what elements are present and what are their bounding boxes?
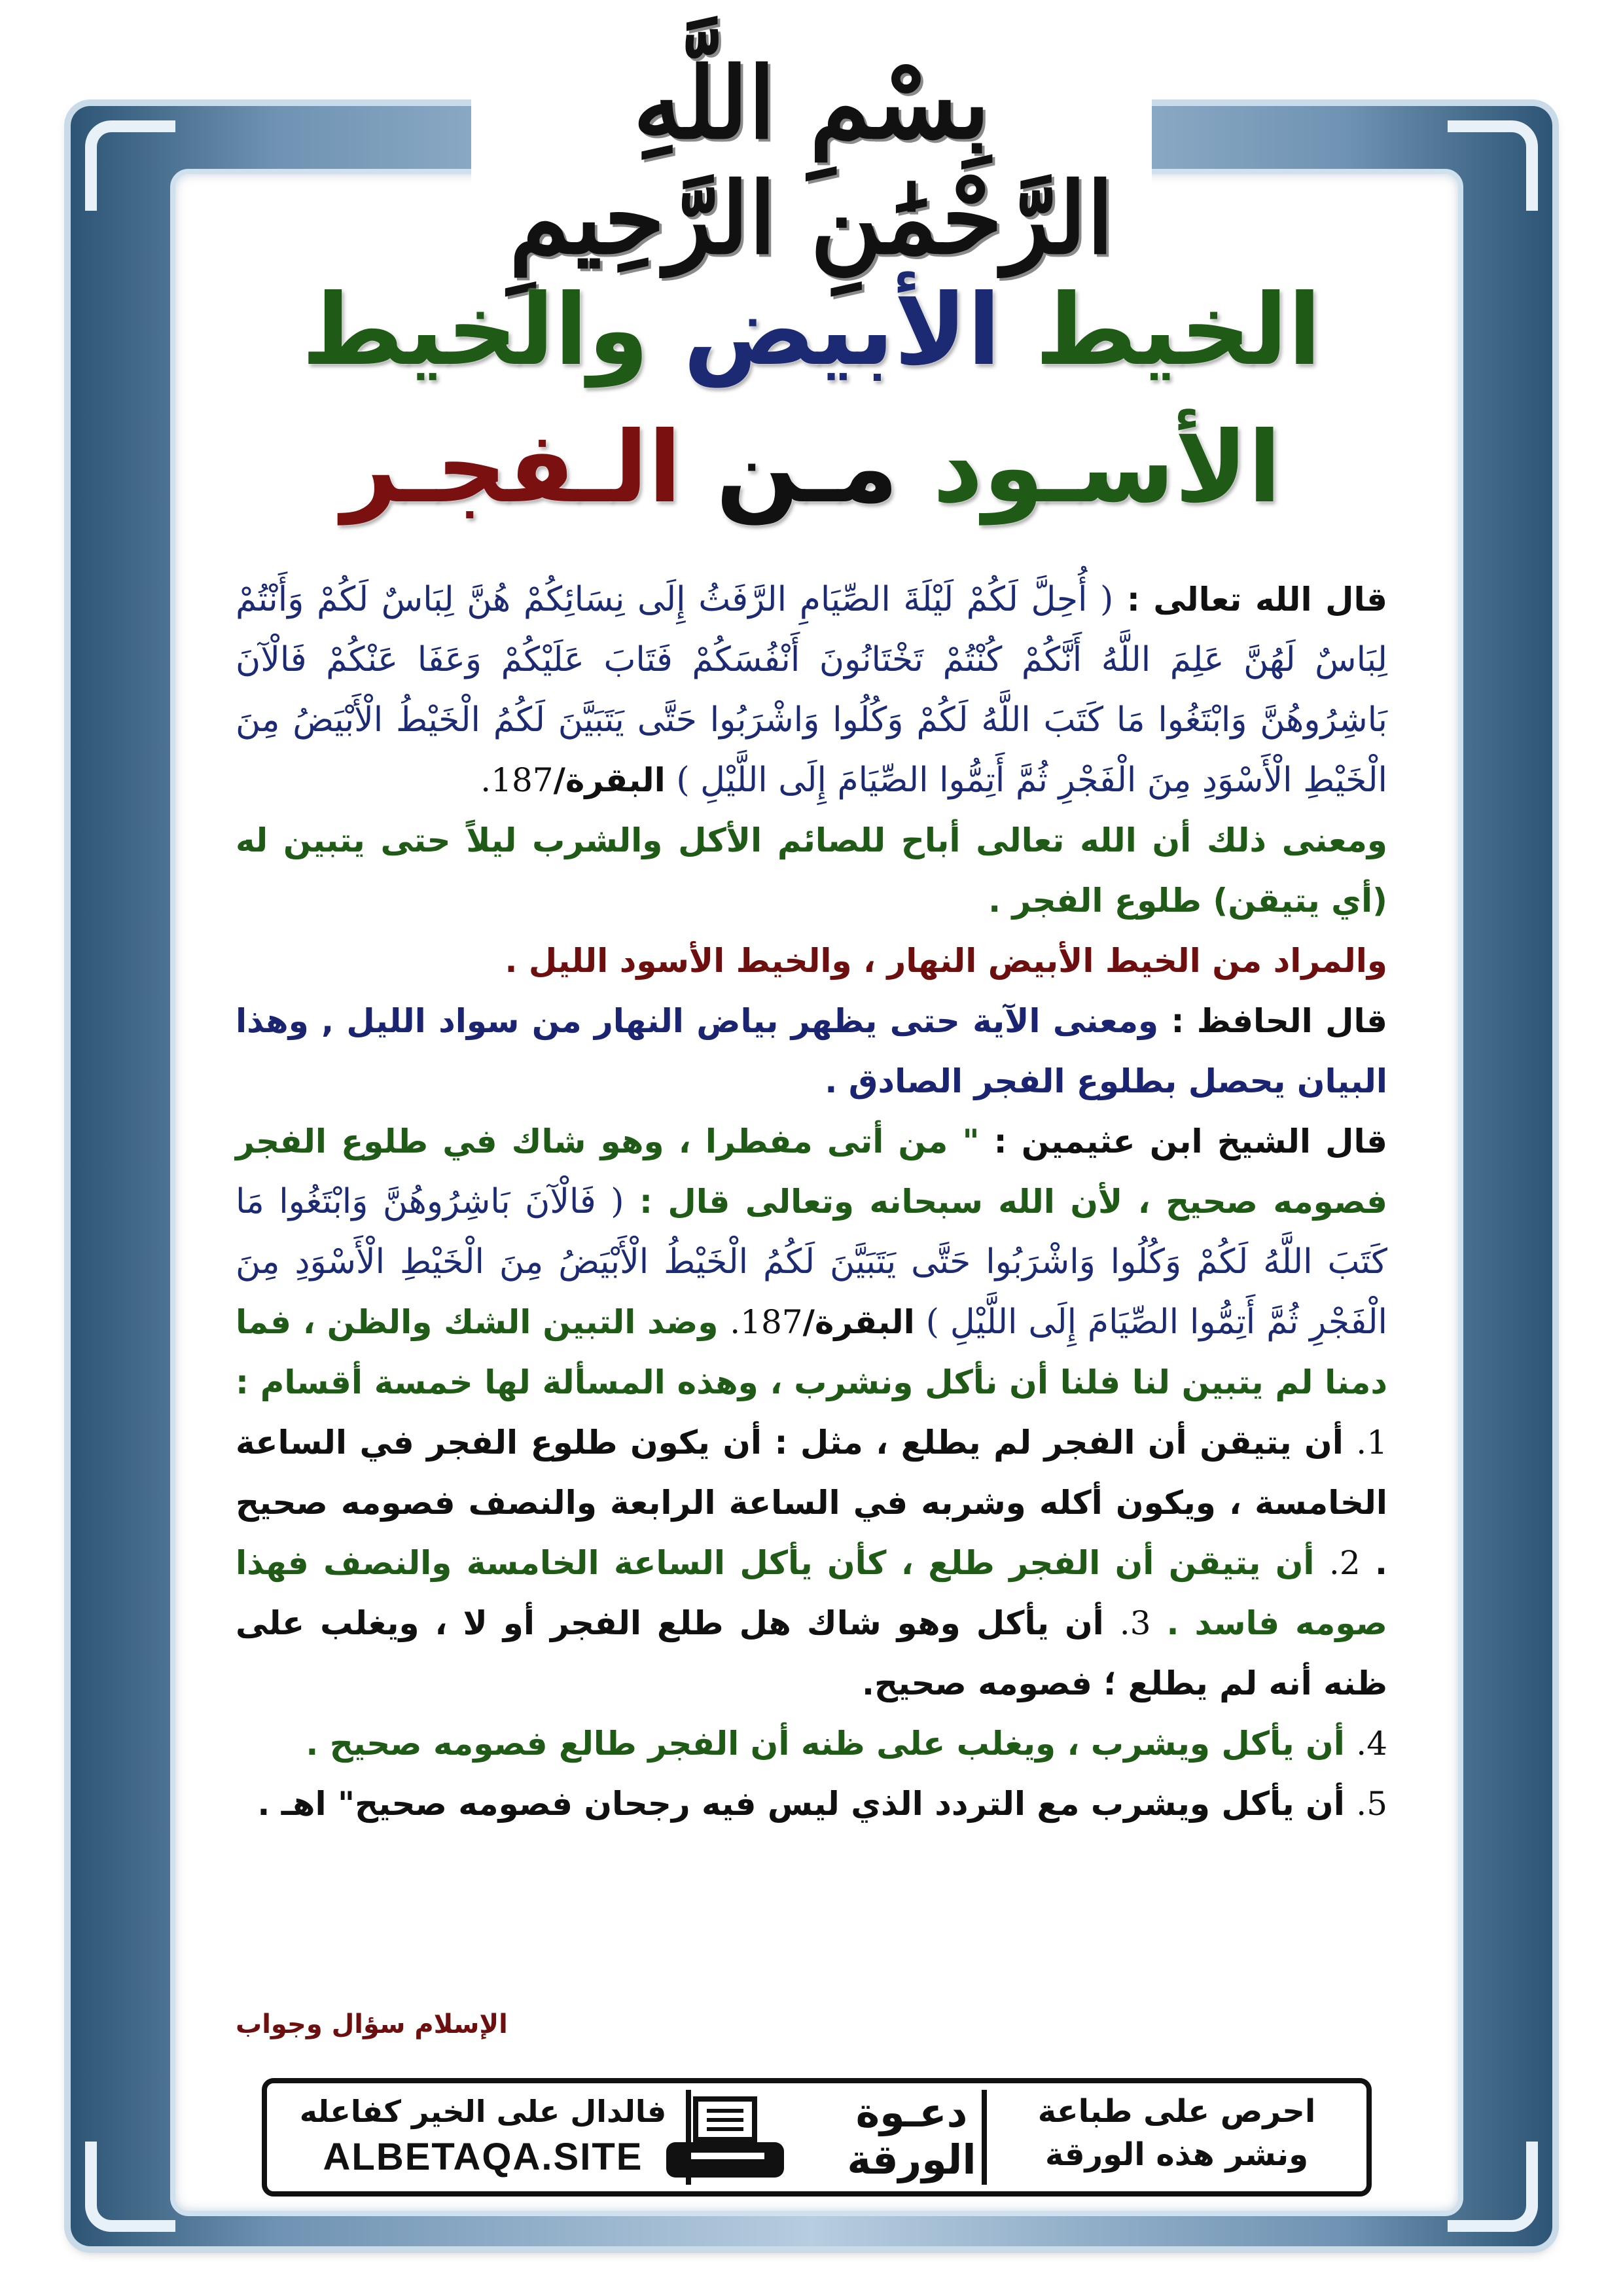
case-text: أن يأكل وهو شاك هل طلع الفجر أو لا ، ويغلب على ظنه أنه لم يطلع ؛ فصومه صحيح. xyxy=(236,1604,1387,1702)
title-word: والخيط xyxy=(301,274,649,387)
quote-text: " من أتى مفطرا ، وهو شاك في طلوع الفجر فصومه صحيح ، لأن الله سبحانه وتعالى قال : xyxy=(236,1122,1387,1221)
article-body xyxy=(236,569,1387,1834)
case-number: 2. xyxy=(1329,1544,1361,1582)
verse-number: 187. xyxy=(480,761,554,799)
title-line-1 xyxy=(196,274,1427,387)
basmala-calligraphy: بِسْمِ اللَّهِ الرَّحْمَٰنِ الرَّحِيمِ xyxy=(509,46,1114,276)
quran-verse: ( فَالْآنَ بَاشِرُوهُنَّ وَابْتَغُوا مَا كَتَبَ اللَّهُ لَكُمْ وَكُلُوا وَاشْرَبُوا حَتَّى يَتَبَيَّنَ لَكُمُ الْخَيْطُ الْأَبْيَضُ مِنَ الْخَيْطِ الْأَسْوَدِ مِنَ الْفَجْرِ ثُمَّ أَتِمُّوا الصِّيَامَ إِلَى اللَّيْلِ ) xyxy=(236,1182,1388,1342)
paragraph-meaning: ومعنى ذلك أن الله تعالى أباح للصائم الأكل والشرب ليلاً حتى يتبين له (أي يتيقن) طلوع الفجر . xyxy=(236,821,1387,920)
case-text: أن يتيقن أن الفجر لم يطلع ، مثل : أن يكون طلوع الفجر في الساعة الخامسة ، ويكون أكله وشربه في الساعة الرابعة والنصف فصومه صحيح . xyxy=(236,1424,1387,1582)
case-text: أن يأكل ويشرب ، ويغلب على ظنه أن الفجر طالع فصومه صحيح . xyxy=(306,1725,1357,1763)
case-4 xyxy=(236,1713,1387,1774)
title-word: الأسـود xyxy=(898,411,1282,525)
footer-divider xyxy=(686,2090,691,2185)
footer-text: فالدال على الخير كفاعله xyxy=(299,2094,667,2129)
verse-number: 187. xyxy=(730,1303,803,1341)
quote-label: قال الله تعالى : xyxy=(1113,581,1387,619)
logo-text: الورقة xyxy=(847,2136,976,2183)
title-word: الأبيض xyxy=(649,274,1001,387)
frame-corner xyxy=(85,120,175,211)
footer-site-note xyxy=(287,2089,679,2180)
dawat-alwaraqa-logo xyxy=(836,2089,987,2187)
paragraph-verse xyxy=(236,569,1387,810)
quote-label: قال الشيخ ابن عثيمين : xyxy=(979,1122,1387,1160)
quote-label: قال الحافظ : xyxy=(1158,1002,1387,1040)
case-number: 3. xyxy=(1119,1604,1151,1642)
title-word: الـفجـر xyxy=(341,411,682,525)
logo-text: دعـوة xyxy=(855,2089,968,2136)
frame-corner xyxy=(85,2142,175,2232)
website-link[interactable]: ALBETAQA.SITE xyxy=(323,2136,643,2178)
case-text: أن يأكل ويشرب مع التردد الذي ليس فيه رجحان فصومه صحيح" اهـ . xyxy=(257,1785,1357,1823)
footer-text: احرص على طباعة xyxy=(1037,2093,1316,2130)
quran-verse: ( أُحِلَّ لَكُمْ لَيْلَةَ الصِّيَامِ الرَّفَثُ إِلَى نِسَائِكُمْ هُنَّ لِبَاسٌ لَكُمْ وَأَنْتُمْ لِبَاسٌ لَهُنَّ عَلِمَ اللَّهُ أَنَّكُمْ كُنْتُمْ تَخْتَانُونَ أَنْفُسَكُمْ فَتَابَ عَلَيْكُمْ وَعَفَا عَنْكُمْ فَالْآنَ بَاشِرُوهُنَّ وَابْتَغُوا مَا كَتَبَ اللَّهُ لَكُمْ وَكُلُوا وَاشْرَبُوا حَتَّى يَتَبَيَّنَ لَكُمُ الْخَيْطُ الْأَبْيَضُ مِنَ الْخَيْطِ الْأَسْوَدِ مِنَ الْفَجْرِ ثُمَّ أَتِمُّوا الصِّيَامَ إِلَى اللَّيْلِ ) xyxy=(236,580,1387,800)
title-word: مـن xyxy=(681,411,899,525)
verse-reference: البقرة/ xyxy=(802,1303,915,1341)
case-number: 5. xyxy=(1356,1785,1387,1823)
title-word: الخيط xyxy=(1001,274,1322,387)
paragraph-intent: والمراد من الخيط الأبيض النهار ، والخيط الأسود الليل . xyxy=(505,942,1387,980)
quote-text: وضد التبين الشك والظن ، فما دمنا لم يتبين لنا فلنا أن نأكل ونشرب ، وهذه المسألة لها خمسة أقسام : xyxy=(236,1303,1387,1401)
case-5 xyxy=(236,1774,1387,1834)
verse-reference: البقرة/ xyxy=(553,761,666,799)
footer-text: ونشر هذه الورقة xyxy=(1044,2136,1309,2173)
basmala-banner xyxy=(471,20,1152,276)
footer-print-note xyxy=(1007,2090,1347,2176)
source-credit: الإسلام سؤال وجواب xyxy=(236,2009,508,2039)
paragraph-uthaymeen xyxy=(236,1111,1387,1713)
printer-icon xyxy=(660,2096,791,2181)
case-number: 4. xyxy=(1356,1725,1387,1763)
paragraph-hafiz xyxy=(236,991,1387,1111)
footer-banner xyxy=(262,2078,1372,2197)
case-number: 1. xyxy=(1356,1424,1387,1462)
quote-text: ومعنى الآية حتى يظهر بياض النهار من سواد الليل , وهذا البيان يحصل بطلوع الفجر الصادق . xyxy=(236,1002,1387,1100)
case-text: أن يتيقن أن الفجر طلع ، كأن يأكل الساعة الخامسة والنصف فهذا صومه فاسد . xyxy=(236,1544,1387,1642)
title-line-2 xyxy=(196,411,1427,525)
